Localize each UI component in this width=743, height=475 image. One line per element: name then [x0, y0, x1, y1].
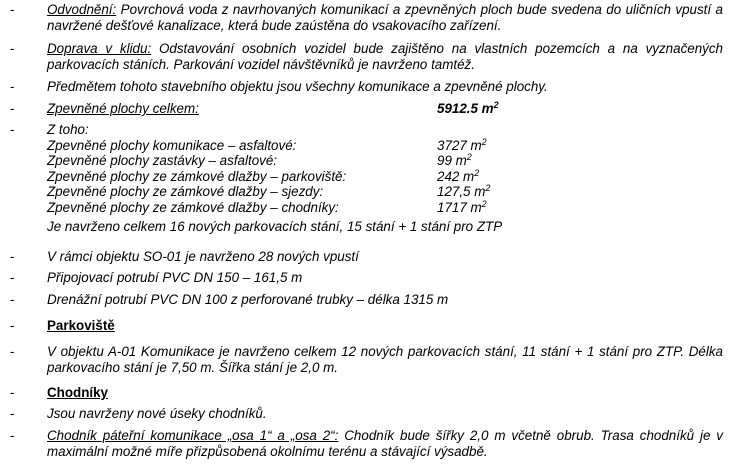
item-parkoviste — [0, 344, 723, 375]
item-celkem — [0, 101, 723, 117]
parkoviste-text: V objektu A-01 Komunikace je navrženo celkem 12 nových parkovacích stání, 11 stání + 1 stání pro ZTP. Délka parkovacího stání je 7,50 m. Šířka stání je 2,0 m. — [47, 344, 723, 375]
bullet-dash: - — [10, 318, 15, 333]
bullet-dash: - — [10, 428, 15, 443]
table-row — [47, 184, 723, 200]
pripojovaci-text: Připojovací potrubí PVC DN 150 – 161,5 m — [47, 270, 303, 285]
section-parkoviste-heading — [0, 318, 723, 334]
odvodneni-text: Povrchová voda z navrhovaných komunikací a zpevněných ploch bude svedena do uličních vpustí a navržené dešťové kanalizace, která bude zaústěna do vsakovacího zařízení. — [47, 2, 723, 33]
bullet-dash: - — [10, 41, 15, 56]
bullet-dash: - — [10, 270, 15, 285]
chodniky-text1: Jsou navrženy nové úseky chodníků. — [47, 406, 267, 421]
bullet-dash: - — [10, 122, 15, 137]
table-row — [47, 169, 723, 185]
ztoho-header: Z toho: — [47, 122, 89, 137]
row-value: 1717 m — [437, 199, 482, 215]
bullet-dash: - — [10, 2, 15, 17]
bullet-dash: - — [10, 292, 15, 307]
item-chodniky-1 — [0, 406, 723, 422]
row-sup: 2 — [481, 136, 487, 147]
celkem-value: 5912.5 m — [437, 101, 494, 116]
row-value: 3727 m — [437, 137, 482, 153]
predmet-text: Předmětem tohoto stavebního objektu jsou všechny komunikace a zpevněné plochy. — [47, 79, 548, 94]
table-row — [47, 138, 723, 154]
row-value: 99 m — [437, 153, 467, 168]
bullet-dash: - — [10, 344, 15, 359]
row-label: Zpevněné plochy zastávky – asfaltové: — [47, 153, 278, 168]
ztoho-note: Je navrženo celkem 16 nových parkovacích stání, 15 stání + 1 stání pro ZTP — [47, 219, 503, 234]
item-pripojovaci — [0, 270, 723, 286]
row-label: Zpevněné plochy ze zámkové dlažby – parkoviště: — [47, 168, 347, 184]
section-chodniky-heading — [0, 385, 723, 401]
celkem-unit-sup: 2 — [493, 100, 499, 110]
row-value: 127,5 m — [437, 184, 486, 199]
odvodneni-label: Odvodnění: — [47, 2, 117, 17]
row-label: Zpevněné plochy komunikace – asfaltové: — [47, 137, 297, 153]
row-sup: 2 — [481, 198, 487, 209]
chodniky-heading: Chodníky — [47, 385, 109, 400]
bullet-dash: - — [10, 101, 15, 116]
row-sup: 2 — [466, 152, 472, 162]
bullet-dash: - — [10, 385, 15, 400]
table-row — [47, 200, 723, 216]
item-predmet — [0, 79, 723, 95]
bullet-dash: - — [10, 406, 15, 421]
bullet-dash: - — [10, 249, 15, 264]
doprava-text: Odstavování osobních vozidel bude zajištěno na vlastních pozemcích a na vyznačených parkovacích stáních. Parkování vozidel návštěvníků je navrženo tamtéž. — [47, 41, 723, 72]
item-drenazni — [0, 292, 723, 308]
doprava-label: Doprava v klidu: — [47, 41, 152, 56]
table-row — [47, 153, 723, 169]
chodniky-text2: Chodník bude šířky 2,0 m včetně obrub. Trasa chodníků je v maximální možné míře přizpůsobená okolnímu terénu a stávající výsadbě. — [47, 428, 724, 459]
so01-text: V rámci objektu SO-01 je navrženo 28 nových vpustí — [47, 249, 359, 264]
parkoviste-heading: Parkoviště — [47, 318, 115, 333]
bullet-dash: - — [10, 79, 15, 94]
item-doprava — [0, 41, 723, 72]
row-sup: 2 — [485, 183, 491, 193]
chodniky-label: Chodník páteřní komunikace „osa 1“ a „osa 2“: — [47, 428, 339, 443]
item-chodniky-2 — [0, 428, 723, 459]
row-label: Zpevněné plochy ze zámkové dlažby – sjezdy: — [47, 184, 324, 199]
item-ztoho — [0, 122, 723, 235]
celkem-label: Zpevněné plochy celkem: — [47, 101, 199, 116]
item-so01 — [0, 249, 723, 265]
item-odvodneni — [0, 2, 723, 33]
row-sup: 2 — [474, 167, 480, 178]
row-value: 242 m — [437, 168, 475, 184]
drenazni-text: Drenážní potrubí PVC DN 100 z perforované trubky – délka 1315 m — [47, 292, 449, 307]
row-label: Zpevněné plochy ze zámkové dlažby – chodníky: — [47, 199, 339, 215]
